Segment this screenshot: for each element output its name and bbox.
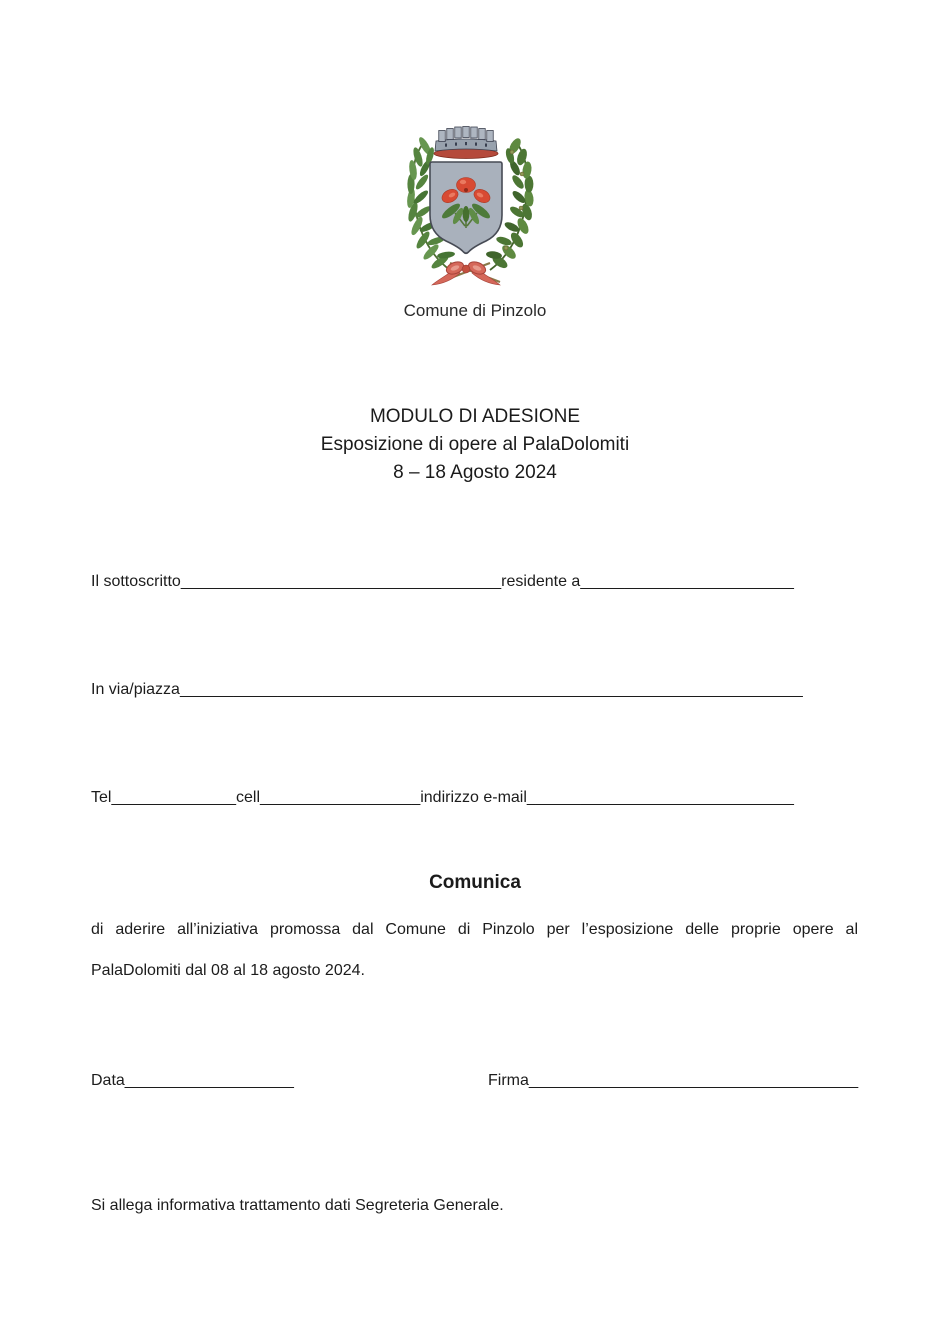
title-block bbox=[0, 403, 950, 487]
tel-label: Tel bbox=[91, 789, 112, 806]
pinzolo-coat-of-arms-icon bbox=[394, 112, 554, 297]
cell-label: cell bbox=[236, 789, 261, 806]
street-blank: ______________________________________________________________________ bbox=[179, 681, 803, 698]
date-label: Data bbox=[91, 1072, 125, 1089]
declaration-paragraph-line2: PalaDolomiti dal 08 al 18 agosto 2024. bbox=[91, 962, 365, 979]
signature-blank: _____________________________________ bbox=[528, 1072, 859, 1089]
declaration-paragraph-line1: di aderire all’iniziativa promossa dal Comune di Pinzolo per l’esposizione delle proprie opere al bbox=[91, 921, 858, 938]
street-line bbox=[91, 681, 803, 699]
comunica-heading: Comunica bbox=[429, 872, 521, 893]
residence-blank: ________________________ bbox=[580, 573, 794, 590]
org-name: Comune di Pinzolo bbox=[403, 301, 547, 320]
signature-line bbox=[488, 1072, 858, 1090]
cell-blank: __________________ bbox=[260, 789, 421, 806]
email-blank: ______________________________ bbox=[526, 789, 794, 806]
form-dates: 8 – 18 Agosto 2024 bbox=[393, 462, 557, 483]
signature-label: Firma bbox=[488, 1072, 529, 1089]
date-blank: ___________________ bbox=[124, 1072, 294, 1089]
comune-di-pinzolo-crest bbox=[394, 112, 554, 297]
form-subtitle: Esposizione di opere al PalaDolomiti bbox=[320, 434, 630, 455]
residence-label: residente a bbox=[501, 573, 581, 590]
attachment-note: Si allega informativa trattamento dati Segreteria Generale. bbox=[91, 1197, 504, 1214]
form-title: MODULO DI ADESIONE bbox=[369, 406, 581, 427]
mural-crown-icon bbox=[434, 127, 498, 159]
email-label: indirizzo e-mail bbox=[420, 789, 527, 806]
subscriber-name-blank: ____________________________________ bbox=[180, 573, 502, 590]
date-line bbox=[91, 1072, 294, 1090]
subscriber-line bbox=[91, 573, 794, 591]
contacts-line bbox=[91, 789, 794, 807]
street-label: In via/piazza bbox=[91, 681, 180, 698]
tel-blank: ______________ bbox=[111, 789, 237, 806]
subscriber-label: Il sottoscritto bbox=[91, 573, 181, 590]
